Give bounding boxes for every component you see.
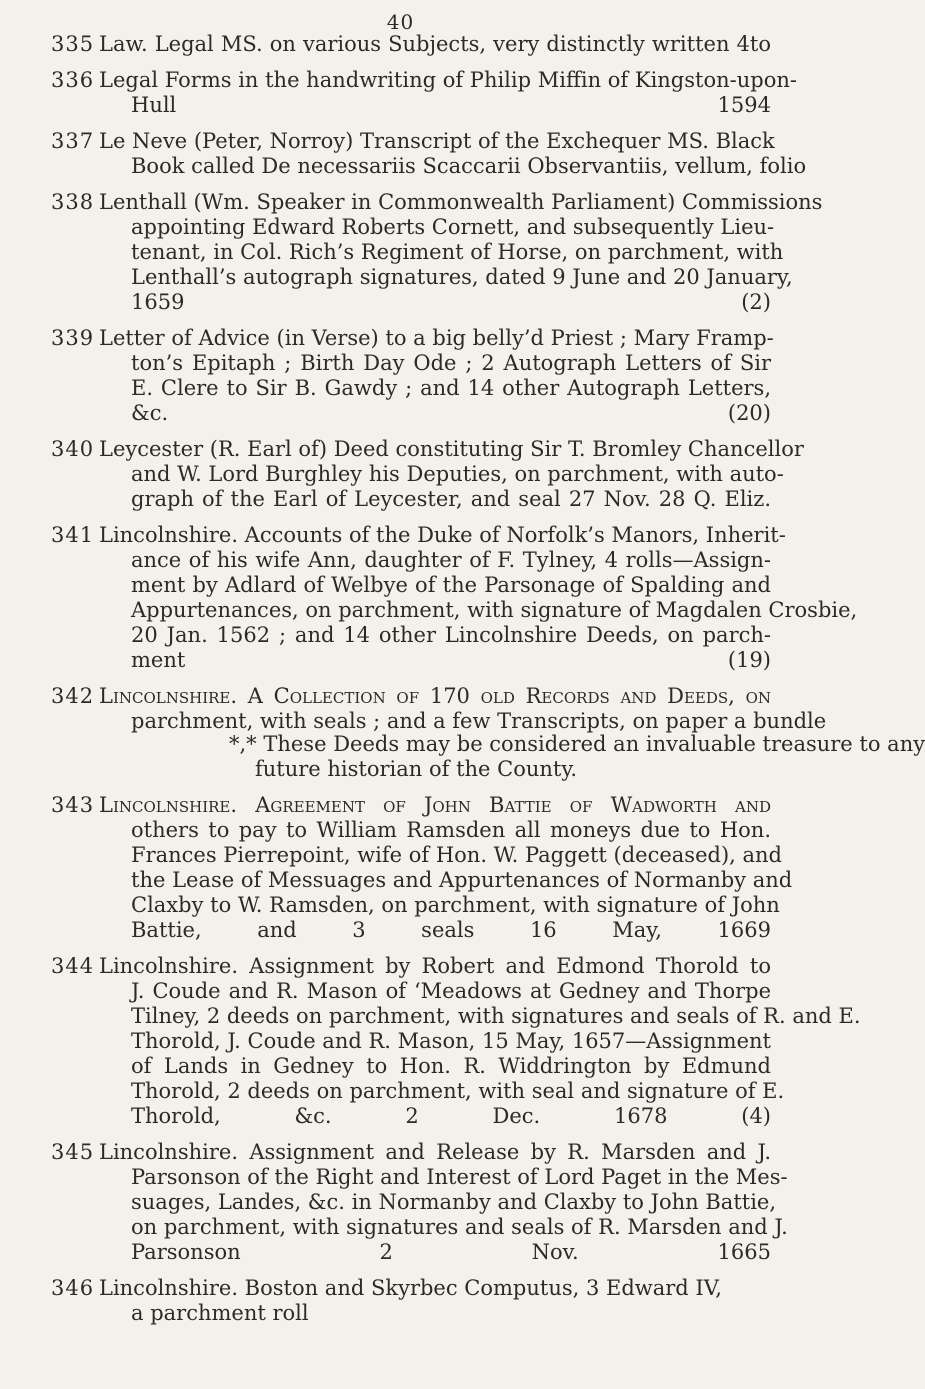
- lot-number: 342: [51, 684, 95, 708]
- entry-line: 20 Jan. 1562 ; and 14 other Lincolnshire Deeds, on parch-: [131, 623, 771, 647]
- entry-line: Le Neve (Peter, Norroy) Transcript of the Exchequer MS. Black: [99, 129, 775, 153]
- entry-line: Claxby to W. Ramsden, on parchment, with signature of John: [131, 893, 780, 917]
- entry-line: Hull 1594: [131, 93, 771, 117]
- entry-line: Lenthall’s autograph signatures, dated 9 June and 20 January,: [131, 265, 793, 289]
- entry-line: 1659 (2): [131, 290, 771, 314]
- lot-number: 344: [51, 954, 95, 978]
- lot-number: 341: [51, 523, 95, 547]
- entry-line: the Lease of Messuages and Appurtenances of Normanby and: [131, 868, 793, 892]
- entry-line: of Lands in Gedney to Hon. R. Widdrington by Edmund: [131, 1054, 771, 1078]
- entry-line: Battie, and 3 seals 16 May, 1669: [131, 918, 771, 942]
- lot-number: 339: [51, 326, 95, 350]
- entry-line: a parchment roll: [131, 1301, 309, 1325]
- lot-number: 346: [51, 1276, 95, 1300]
- entry-line: ance of his wife Ann, daughter of F. Tylney, 4 rolls—Assign-: [131, 548, 771, 572]
- entry-line: Lincolnshire. Assignment by Robert and Edmond Thorold to: [99, 954, 771, 978]
- entry-line: on parchment, with signatures and seals of R. Marsden and J.: [131, 1215, 788, 1239]
- catalogue-entry: [0, 523, 858, 673]
- catalogue-entry: [0, 793, 801, 943]
- catalogue-entry: [0, 1140, 801, 1265]
- entry-line: &c. (20): [131, 401, 771, 425]
- entry-line: appointing Edward Roberts Cornett, and subsequently Lieu-: [131, 215, 775, 239]
- entry-line: Frances Pierrepoint, wife of Hon. W. Paggett (deceased), and: [131, 843, 782, 867]
- entry-line: and W. Lord Burghley his Deputies, on parchment, with auto-: [131, 462, 784, 486]
- entry-line: tenant, in Col. Rich’s Regiment of Horse, on parchment, with: [131, 240, 784, 264]
- entry-line: ment (19): [131, 648, 771, 672]
- entry-line: Lincolnshire. Assignment and Release by R. Marsden and J.: [99, 1140, 771, 1164]
- entry-line: Lincolnshire. Agreement of John Battie of Wadworth and: [99, 793, 771, 817]
- lot-number: 345: [51, 1140, 95, 1164]
- entry-line: suages, Landes, &c. in Normanby and Claxby to John Battie,: [131, 1190, 777, 1214]
- lot-number: 338: [51, 190, 95, 214]
- entry-line: Tilney, 2 deeds on parchment, with signatures and seals of R. and E.: [131, 1004, 861, 1028]
- catalogue-entry: [0, 68, 801, 118]
- entry-line: Law. Legal MS. on various Subjects, very distinctly written 4to: [99, 32, 771, 56]
- entry-line: Thorold, J. Coude and R. Mason, 15 May, 1657—Assignment: [131, 1029, 771, 1053]
- lot-number: 343: [51, 793, 95, 817]
- entry-line: ton’s Epitaph ; Birth Day Ode ; 2 Autograph Letters of Sir: [131, 351, 771, 375]
- catalogue-entry: [0, 1276, 801, 1326]
- catalogue-entry: [0, 437, 804, 512]
- entry-line: E. Clere to Sir B. Gawdy ; and 14 other Autograph Letters,: [131, 376, 771, 400]
- catalogue-entries: [0, 32, 925, 1337]
- entry-line: Parsonson of the Right and Interest of Lord Paget in the Mes-: [131, 1165, 788, 1189]
- entry-line: others to pay to William Ramsden all moneys due to Hon.: [131, 818, 771, 842]
- entry-line: Lincolnshire. A Collection of 170 old Records and Deeds, on: [99, 684, 771, 708]
- lot-number: 336: [51, 68, 95, 92]
- catalogue-entry: [0, 954, 861, 1129]
- entry-line: Lincolnshire. Accounts of the Duke of Norfolk’s Manors, Inherit-: [99, 523, 786, 547]
- entry-line: Appurtenances, on parchment, with signature of Magdalen Crosbie,: [131, 598, 858, 622]
- entry-note: [131, 732, 925, 782]
- catalogue-entry: [0, 32, 801, 57]
- catalogue-entry: [0, 129, 807, 179]
- lot-number: 340: [51, 437, 95, 461]
- entry-line: Thorold, 2 deeds on parchment, with seal and signature of E.: [131, 1079, 785, 1103]
- entry-line: Leycester (R. Earl of) Deed constituting Sir T. Bromley Chancellor: [99, 437, 804, 461]
- entry-line: Book called De necessariis Scaccarii Observantiis, vellum, folio: [131, 154, 807, 178]
- entry-line: Lenthall (Wm. Speaker in Commonwealth Parliament) Commissions: [99, 190, 823, 214]
- lot-number: 335: [51, 32, 95, 56]
- note-line: future historian of the County.: [255, 757, 578, 781]
- catalogue-entry: [0, 190, 823, 315]
- entry-line: Thorold, &c. 2 Dec. 1678 (4): [131, 1104, 771, 1128]
- entry-line: ment by Adlard of Welbye of the Parsonage of Spalding and: [131, 573, 771, 597]
- catalogue-entry: [0, 326, 801, 426]
- catalogue-entry: [0, 684, 925, 782]
- entry-line: Legal Forms in the handwriting of Philip Miffin of Kingston-upon-: [99, 68, 797, 92]
- entry-line: J. Coude and R. Mason of ‘Meadows at Gedney and Thorpe: [131, 979, 771, 1003]
- entry-line: Lincolnshire. Boston and Skyrbec Computus, 3 Edward IV,: [99, 1276, 722, 1300]
- lot-number: 337: [51, 129, 95, 153]
- entry-line: parchment, with seals ; and a few Transcripts, on paper a bundle: [131, 709, 827, 733]
- entry-line: graph of the Earl of Leycester, and seal 27 Nov. 28 Q. Eliz.: [131, 487, 771, 511]
- entry-line: Parsonson 2 Nov. 1665: [131, 1240, 771, 1264]
- entry-line: Letter of Advice (in Verse) to a big belly’d Priest ; Mary Framp-: [99, 326, 774, 350]
- note-line: *,* These Deeds may be considered an invaluable treasure to any: [229, 732, 925, 756]
- page-number: 40: [386, 10, 415, 34]
